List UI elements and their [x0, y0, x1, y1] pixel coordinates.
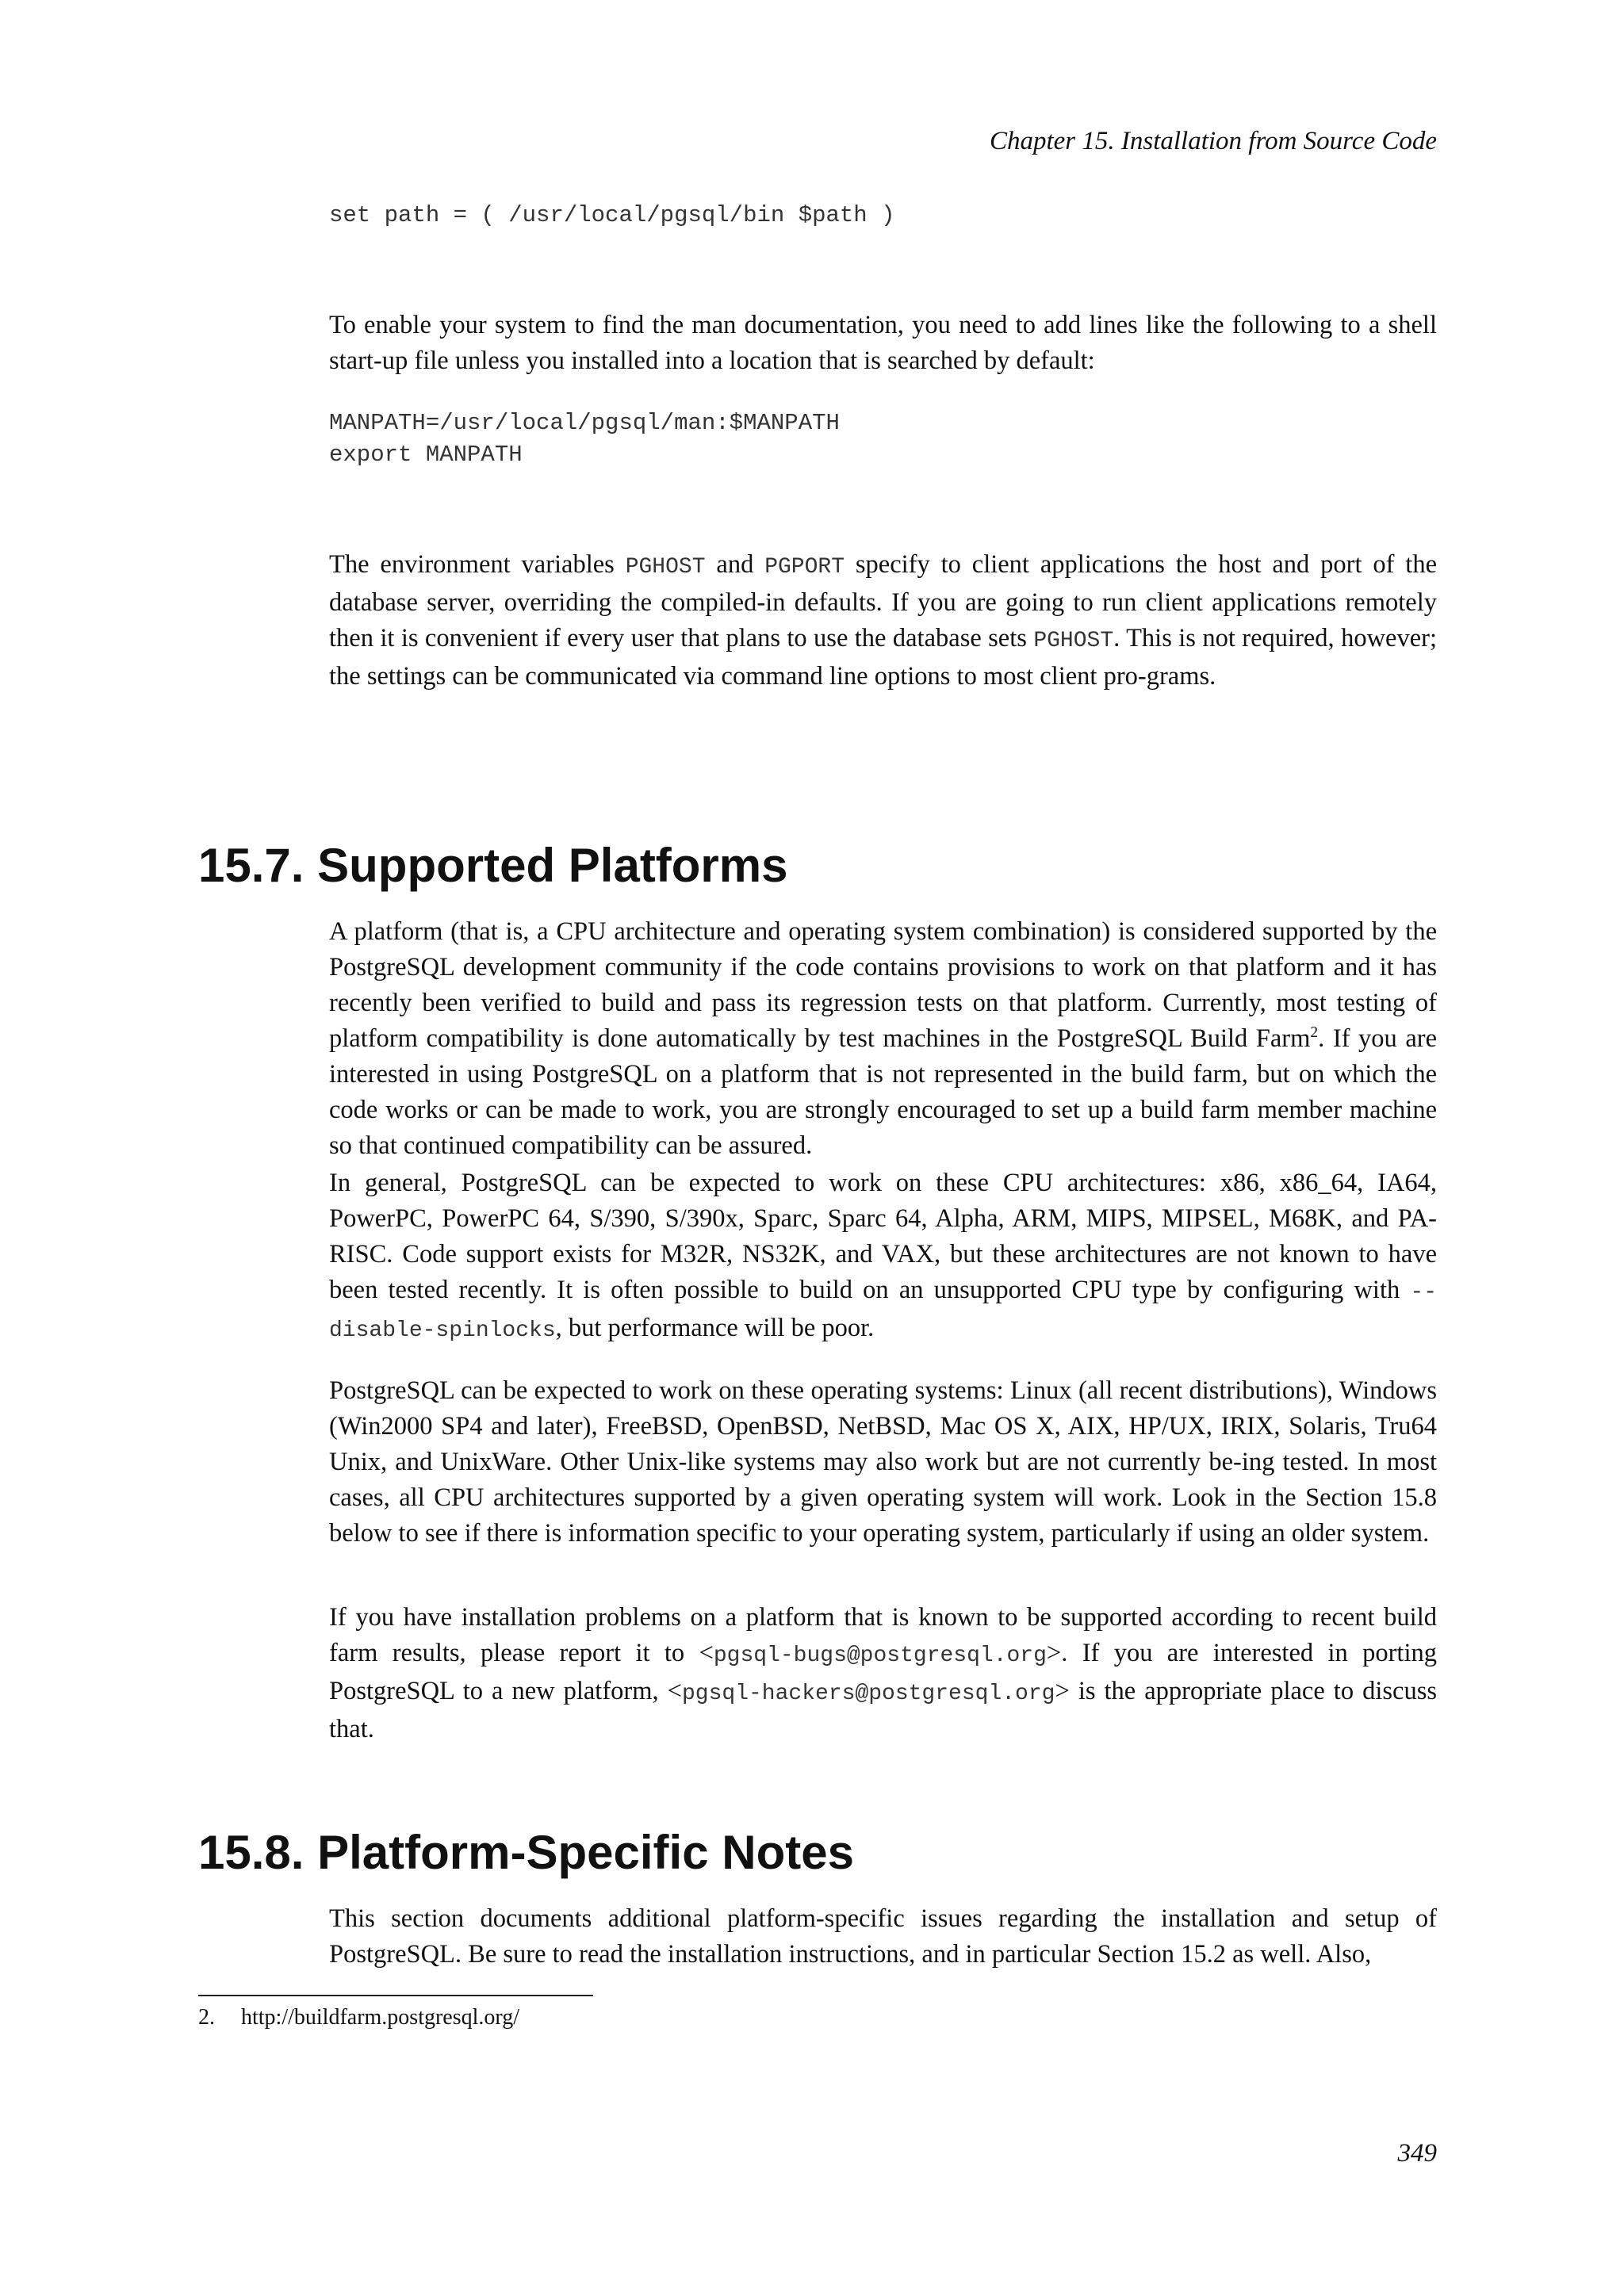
- paragraph-platform-notes-intro: This section documents additional platform-specific issues regarding the installation and setup of PostgreSQL. Be sure to read the installation instructions, and in particular Section 15.2 as well. Also,: [329, 1904, 1437, 1969]
- paragraph-operating-systems: PostgreSQL can be expected to work on these operating systems: Linux (all recent distributions), Windows (Win2000 SP4 and later), FreeBSD, OpenBSD, NetBSD, Mac OS X, AIX, HP/UX, IRIX, Solaris, Tru64 Unix, and UnixWare. Other Unix-like systems may also work but are not currently be-ing tested. In most cases, all CPU architectures supported by a given operating system will work. Look in the Section 15.8 below to see if there is information specific to your operating system, particularly if using an older system.: [329, 1376, 1437, 1548]
- code-pghost-2: PGHOST: [1033, 629, 1114, 653]
- code-pghost: PGHOST: [625, 555, 706, 580]
- footnote: [198, 2003, 519, 2033]
- paragraph-installation-problems: If you have installation problems on a platform that is known to be supported according to recent build farm results, please report it to <pgsql-bugs@postgresql.org>. If you are interested in porting PostgreSQL to a new platform, <pgsql-hackers@postgresql.org> is the appropriate place to discuss that.: [329, 1603, 1437, 1743]
- email-pgsql-bugs[interactable]: pgsql-bugs@postgresql.org: [713, 1644, 1047, 1668]
- paragraph-cpu-architectures: In general, PostgreSQL can be expected to work on these CPU architectures: x86, x86_64, IA64, PowerPC, PowerPC 64, S/390, S/390x, Sparc, Sparc 64, Alpha, ARM, MIPS, MIPSEL, M68K, and PA-RISC. Code support exists for M32R, NS32K, and VAX, but these architectures are not known to have been tested recently. It is often possible to build on an unsupported CPU type by configuring with --disable-spinlocks, but performance will be poor.: [329, 1169, 1437, 1343]
- paragraph-platform-definition: A platform (that is, a CPU architecture and operating system combination) is considered supported by the PostgreSQL development community if the code contains provisions to work on that platform and it has recently been verified to build and pass its regression tests on that platform. Currently, most testing of platform compatibility is done automatically by test machines in the PostgreSQL Build Farm$^2$. If you are interested in using PostgreSQL on a platform that is not represented in the build farm, but on which the code works or can be made to work, you are strongly encouraged to set up a build farm member machine so that continued compatibility can be assured.: [329, 917, 1437, 1160]
- footnote-divider: [198, 1995, 593, 1996]
- section-heading-platform-notes: 15.8. Platform-Specific Notes: [198, 1826, 854, 1879]
- footnote-ref[interactable]: 2: [1310, 1024, 1319, 1042]
- paragraph-env-vars: The environment variables PGHOST and PGPORT specify to client applications the host and port of the database server, overriding the compiled-in defaults. If you are going to run client applications remotely then it is convenient if every user that plans to use the database sets PGHOST. This is not required, however; the settings can be communicated via command line options to most client pro-grams.: [329, 550, 1438, 691]
- code-disable-spinlocks: --disable-spinlocks: [329, 1280, 1437, 1343]
- footnote-number: 2.: [198, 2005, 215, 2030]
- footnote-link[interactable]: http://buildfarm.postgresql.org/: [241, 2005, 520, 2030]
- running-header: Chapter 15. Installation from Source Code: [989, 127, 1437, 155]
- email-pgsql-hackers[interactable]: pgsql-hackers@postgresql.org: [681, 1682, 1055, 1706]
- page-number: 349: [1397, 2139, 1437, 2168]
- code-set-path: set path = ( /usr/local/pgsql/bin $path ): [329, 202, 895, 228]
- paragraph-man-docs: To enable your system to find the man documentation, you need to add lines like the following to a shell start-up file unless you installed into a location that is searched by default:: [329, 311, 1437, 375]
- section-heading-supported-platforms: 15.7. Supported Platforms: [198, 839, 788, 892]
- code-manpath: MANPATH=/usr/local/pgsql/man:$MANPATH export MANPATH: [329, 410, 840, 468]
- code-pgport: PGPORT: [764, 555, 845, 580]
